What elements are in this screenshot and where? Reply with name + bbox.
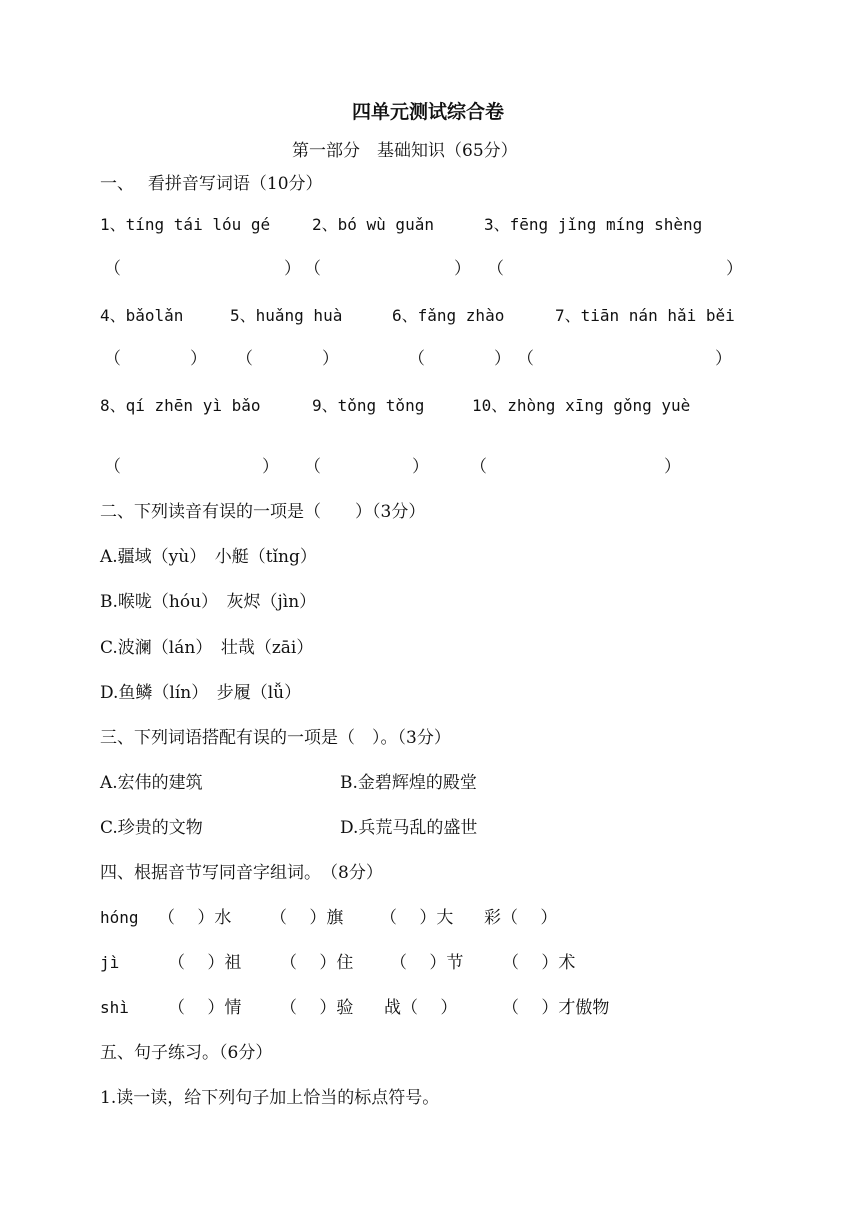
answer-bracket-close: ） — [715, 349, 732, 369]
syllable-label: hóng — [100, 908, 139, 927]
answer-bracket-close: ） — [262, 457, 279, 477]
syllable-label: shì — [100, 998, 129, 1017]
answer-bracket-open: （ — [236, 349, 253, 369]
answer-bracket-open: （ — [304, 259, 321, 279]
pinyin-item-9: 9、tǒng tǒng — [312, 396, 425, 415]
answer-bracket-close: ） — [284, 259, 301, 279]
word-blank: （ ）节 — [390, 953, 464, 973]
question-3-heading: 三、下列词语搭配有误的一项是（ ）。（3分） — [100, 728, 451, 748]
answer-bracket-close: ） — [664, 457, 681, 477]
syllable-label: jì — [100, 953, 120, 972]
answer-bracket-open: （ — [104, 259, 121, 279]
option-a: A.宏伟的建筑 — [100, 773, 203, 793]
answer-bracket-close: ） — [190, 349, 207, 369]
option-c: C.珍贵的文物 — [100, 818, 203, 838]
answer-bracket-open: （ — [470, 457, 487, 477]
word-blank: （ ）才傲物 — [502, 998, 610, 1018]
answer-bracket-close: ） — [412, 457, 429, 477]
question-5-item-1: 1.读一读，给下列句子加上恰当的标点符号。 — [100, 1088, 440, 1108]
answer-bracket-close: ） — [494, 349, 511, 369]
pinyin-item-2: 2、bó wù guǎn — [312, 215, 434, 234]
answer-bracket-close: ） — [454, 259, 471, 279]
answer-bracket-close: ） — [322, 349, 339, 369]
word-blank: 彩（ ） — [484, 908, 558, 928]
option-c: C.波澜（lán） 壮哉（zāi） — [100, 638, 314, 658]
pinyin-item-3: 3、fēng jǐng míng shèng — [484, 215, 703, 234]
word-blank: （ ）术 — [502, 953, 576, 973]
answer-bracket-open: （ — [487, 259, 504, 279]
word-blank: （ ）验 — [280, 998, 354, 1018]
pinyin-item-1: 1、tíng tái lóu gé — [100, 215, 271, 234]
option-b: B.喉咙（hóu） 灰烬（jìn） — [100, 592, 317, 612]
word-blank: （ ）情 — [168, 998, 242, 1018]
pinyin-item-4: 4、bǎolǎn — [100, 306, 184, 325]
word-blank: （ ）住 — [280, 953, 354, 973]
question-5-heading: 五、句子练习。（6分） — [100, 1043, 273, 1063]
word-blank: （ ）大 — [380, 908, 454, 928]
pinyin-item-7: 7、tiān nán hǎi běi — [555, 306, 735, 325]
pinyin-item-10: 10、zhòng xīng gǒng yuè — [472, 396, 691, 415]
answer-bracket-open: （ — [304, 457, 321, 477]
word-blank: （ ）祖 — [168, 953, 242, 973]
pinyin-item-6: 6、fǎng zhào — [392, 306, 505, 325]
pinyin-item-8: 8、qí zhēn yì bǎo — [100, 396, 261, 415]
word-blank: 战（ ） — [384, 998, 458, 1018]
option-d: D.兵荒马乱的盛世 — [340, 818, 478, 838]
option-a: A.疆域（yù） 小艇（tǐng） — [100, 547, 317, 567]
word-blank: （ ）水 — [158, 908, 232, 928]
answer-bracket-close: ） — [726, 259, 743, 279]
word-blank: （ ）旗 — [270, 908, 344, 928]
answer-bracket-open: （ — [517, 349, 534, 369]
page-title: 四单元测试综合卷 — [352, 101, 505, 123]
option-b: B.金碧辉煌的殿堂 — [340, 773, 477, 793]
question-1-heading: 一、 看拼音写词语（10分） — [100, 174, 323, 194]
option-d: D.鱼鳞（lín） 步履（lǚ） — [100, 683, 302, 703]
answer-bracket-open: （ — [104, 349, 121, 369]
question-2-heading: 二、下列读音有误的一项是（ ）（3分） — [100, 502, 426, 522]
question-4-heading: 四、根据音节写同音字组词。 （8分） — [100, 863, 383, 883]
answer-bracket-open: （ — [104, 457, 121, 477]
section-subtitle: 第一部分 基础知识（65分） — [292, 141, 518, 161]
answer-bracket-open: （ — [408, 349, 425, 369]
pinyin-item-5: 5、huǎng huà — [230, 306, 343, 325]
